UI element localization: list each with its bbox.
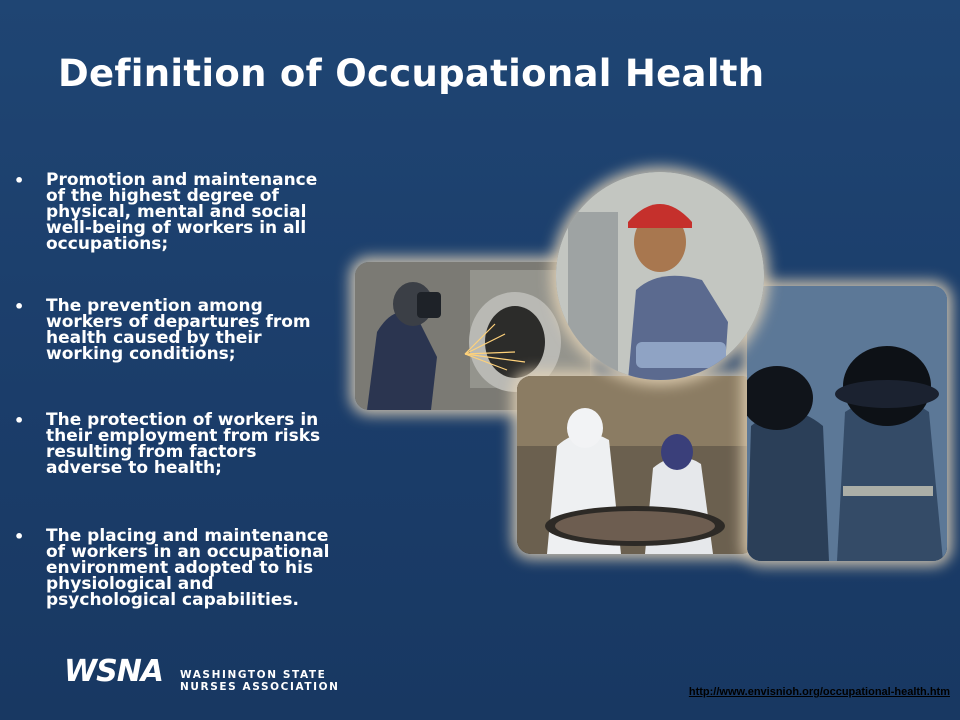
bullet-line: their employment from risks [46, 426, 321, 446]
bullet-line: psychological capabilities. [46, 590, 299, 610]
bullet-line: health caused by their [46, 328, 262, 348]
bullet-line: • The placing and maintenance [46, 526, 329, 546]
seated-worker-illustration [556, 172, 764, 380]
firefighters-photo [747, 286, 947, 561]
bullet-line: • Promotion and maintenance [46, 170, 318, 190]
bullet-item [12, 528, 357, 608]
seated-worker-photo [556, 172, 764, 380]
bullet-line: workers of departures from [46, 312, 311, 332]
photo-collage [355, 168, 950, 568]
bullet-item [12, 298, 357, 362]
bullet-line: occupations; [46, 234, 169, 254]
logo-mark: WSNA [64, 654, 164, 689]
bullet-item [12, 412, 357, 476]
bullet-line: of the highest degree of [46, 186, 279, 206]
bullet-line: well-being of workers in all [46, 218, 307, 238]
hazmat-illustration [517, 376, 755, 554]
logo-line-2: NURSES ASSOCIATION [180, 681, 340, 693]
source-link[interactable]: http://www.envisnioh.org/occupational-health.htm [688, 686, 950, 698]
bullet-line: of workers in an occupational [46, 542, 330, 562]
bullet-line: physiological and [46, 574, 214, 594]
bullet-line: • The prevention among [46, 296, 263, 316]
logo-line-1: WASHINGTON STATE [180, 669, 327, 681]
bullet-line: adverse to health; [46, 458, 222, 478]
slide-title: Definition of Occupational Health [58, 52, 765, 95]
bullet-line: working conditions; [46, 344, 236, 364]
bullet-item [12, 172, 357, 252]
bullet-line: resulting from factors [46, 442, 257, 462]
logo-org-name [180, 669, 380, 693]
firefighters-illustration [747, 286, 947, 561]
bullet-line: physical, mental and social [46, 202, 307, 222]
wsna-logo [64, 654, 340, 693]
bullet-line: environment adopted to his [46, 558, 314, 578]
hazmat-workers-photo [517, 376, 755, 554]
bullet-list [12, 172, 357, 654]
bullet-line: • The protection of workers in [46, 410, 319, 430]
